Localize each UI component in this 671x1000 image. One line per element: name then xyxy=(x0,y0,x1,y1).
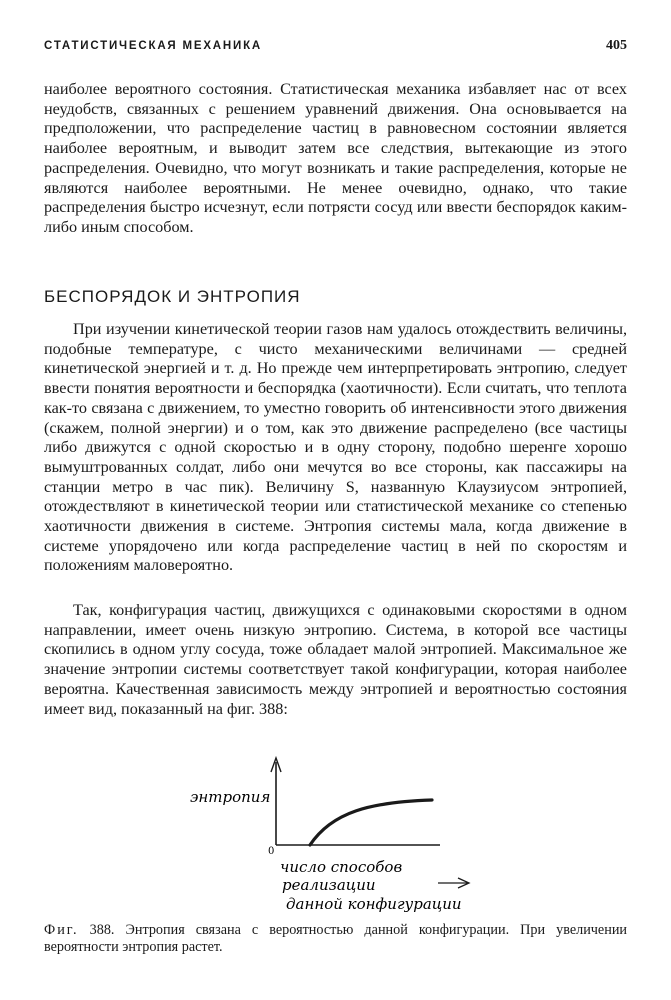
page-number: 405 xyxy=(606,38,627,53)
running-header xyxy=(44,38,627,58)
intro-paragraph-block xyxy=(44,80,627,238)
x-axis-label-line2: реализации xyxy=(282,876,376,894)
running-title: СТАТИСТИЧЕСКАЯ МЕХАНИКА xyxy=(44,40,263,52)
x-axis-label-line1: число способов xyxy=(280,858,403,876)
x-axis-label-line3: данной конфигурации xyxy=(286,895,462,913)
caption-text: 388. Энтропия связана с вероятностью данной конфигурации. При увеличении вероятности энтропия растет. xyxy=(44,922,628,955)
entropy-graph xyxy=(170,750,500,925)
figure-caption xyxy=(44,922,627,956)
entropy-figure xyxy=(170,750,500,925)
disorder-paragraph: При изучении кинетической теории газов нам удалось отождествить величины, подобные температуре, с чисто механическими величинами — средней кинетической энергией и т. д. Но прежде чем интерпретировать энтропию, следует ввести понятия вероятности и беспорядка (хаотичности). Если считать, что теплота как-то связана с движением, то уместно говорить об интенсивности этого движения (скажем, полной энергии) и о том, как это движение распределено (все частицы либо движутся с одной скоростью и в одну сторону, подобно шеренге хорошо вымуштрованных солдат, либо они мечутся во все стороны, как пассажиры на станции метро в час пик). Величину S, названную Клаузиусом энтропией, отождествляют в кинетической теории или статистической механике со степенью хаотичности движения в системе. Энтропия системы мала, когда движение в системе упорядочено или когда распределение частиц в ней по скоростям и положениям маловероятно. xyxy=(44,320,627,575)
intro-paragraph: наиболее вероятного состояния. Статистическая механика избавляет нас от всех неудобств, связанных с решением уравнений движения. Она основывается на предположении, что распределение частиц в равновесном состоянии является наиболее вероятным, и выводит затем все следствия, вытекающие из этого распределения. Очевидно, что могут возникать и такие распределения, которые не являются наиболее вероятными. Не менее очевидно, однако, что такие распределения быстро исчезнут, если потрясти сосуд или ввести беспорядок каким-либо иным способом. xyxy=(44,80,627,236)
origin-label: 0 xyxy=(268,846,275,857)
caption-label: Фиг. xyxy=(44,922,79,938)
y-axis-label: энтропия xyxy=(190,788,271,806)
disorder-paragraph-block xyxy=(44,320,627,576)
configuration-paragraph-block xyxy=(44,601,627,719)
section-title: БЕСПОРЯДОК И ЭНТРОПИЯ xyxy=(44,287,301,306)
configuration-paragraph: Так, конфигурация частиц, движущихся с одинаковыми скоростями в одном направлении, имеет очень низкую энтропию. Система, в которой все частицы скопились в одном углу сосуда, тоже обладает малой энтропией. Максимальное же значение энтропии системы соответствует такой конфигурации, которая наиболее вероятна. Качественная зависимость между энтропией и вероятностью состояния имеет вид, показанный на фиг. 388: xyxy=(44,601,627,718)
entropy-curve xyxy=(310,800,432,845)
